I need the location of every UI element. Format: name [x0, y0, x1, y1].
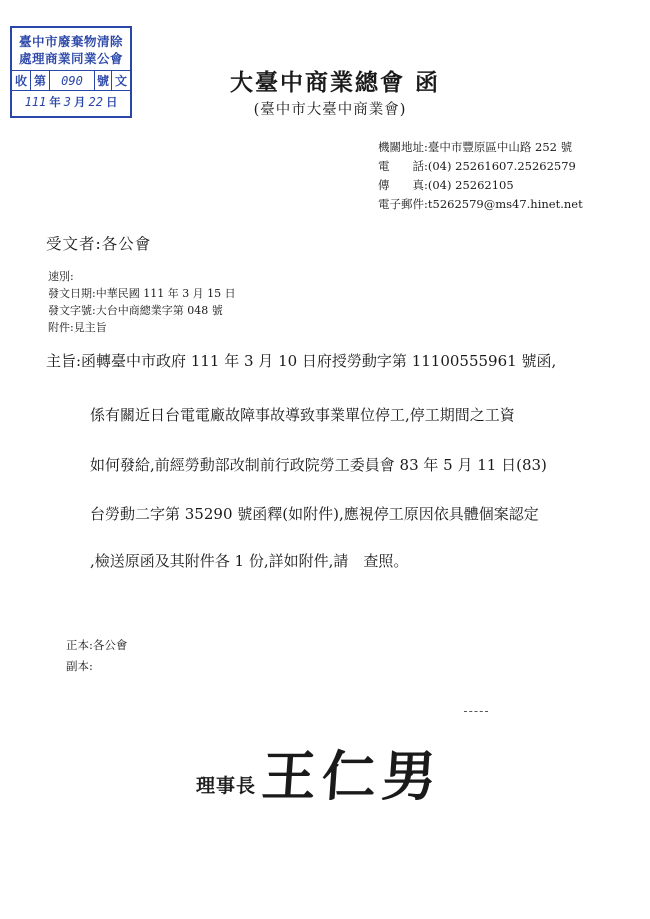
stamp-year: 111	[24, 95, 47, 109]
scan-mark	[464, 711, 488, 714]
stamp-month-unit: 月	[73, 95, 86, 109]
stamp-day-unit: 日	[105, 95, 118, 109]
contact-block	[378, 138, 583, 214]
phone-label: 電 話	[378, 159, 424, 173]
contact-phone	[378, 157, 583, 176]
meta-attachment: 附件:見主旨	[48, 321, 107, 334]
copy-recipients: 副本:	[66, 659, 93, 673]
recipient: 受文者:各公會	[46, 235, 152, 253]
contact-address	[378, 138, 583, 157]
stamp-number: 090	[61, 73, 83, 88]
address-value: :臺中市豐原區中山路 252 號	[424, 140, 573, 154]
fax-label: 傳 真	[378, 178, 424, 192]
stamp-doc-label: 文	[114, 74, 127, 88]
dispatch-meta	[48, 268, 236, 336]
stamp-org-line1: 臺中市廢棄物清除	[18, 34, 123, 49]
subject-line-2: 係有關近日台電電廠故障事故導致事業單位停工,停工期間之工資	[90, 406, 515, 424]
meta-date: 發文日期:中華民國 111 年 3 月 15 日	[48, 287, 236, 300]
stamp-receive-label: 收	[12, 71, 31, 90]
stamp-month: 3	[63, 95, 71, 109]
address-label: 機關地址	[378, 140, 424, 154]
email-value: :t5262579@ms47.hinet.net	[424, 197, 583, 211]
meta-speed: 速別:	[48, 270, 74, 283]
subject-line-3: 如何發給,前經勞動部改制前行政院勞工委員會 83 年 5 月 11 日(83)	[90, 456, 547, 474]
document-title: 大臺中商業總會 函	[229, 69, 440, 96]
signer-title: 理事長	[196, 775, 257, 797]
contact-fax	[378, 176, 583, 195]
subject-line-4: 台勞動二字第 35290 號函釋(如附件),應視停工原因依具體個案認定	[90, 505, 539, 523]
email-label: 電子郵件	[378, 197, 424, 211]
phone-value: :(04) 25261607.25262579	[424, 159, 576, 173]
stamp-day: 22	[88, 95, 103, 109]
document-subtitle: (臺中市大臺中商業會)	[253, 102, 407, 118]
stamp-org-line2: 處理商業同業公會	[18, 51, 123, 66]
original-recipients: 正本:各公會	[66, 638, 128, 652]
meta-doc-no: 發文字號:大台中商總業字第 048 號	[48, 304, 223, 317]
stamp-no-suffix: 號	[94, 71, 112, 90]
signer-name: 王仁男	[259, 745, 445, 808]
signature-block	[196, 745, 445, 808]
copies-block	[66, 635, 127, 677]
stamp-year-unit: 年	[49, 95, 61, 109]
stamp-no-prefix: 第	[31, 71, 50, 90]
subject-line-5: ,檢送原函及其附件各 1 份,詳如附件,請 查照。	[90, 552, 409, 570]
contact-email	[378, 195, 583, 214]
subject-line-1: 主旨:函轉臺中市政府 111 年 3 月 10 日府授勞動字第 11100555961 號函,	[46, 352, 557, 370]
fax-value: :(04) 25262105	[424, 178, 514, 192]
